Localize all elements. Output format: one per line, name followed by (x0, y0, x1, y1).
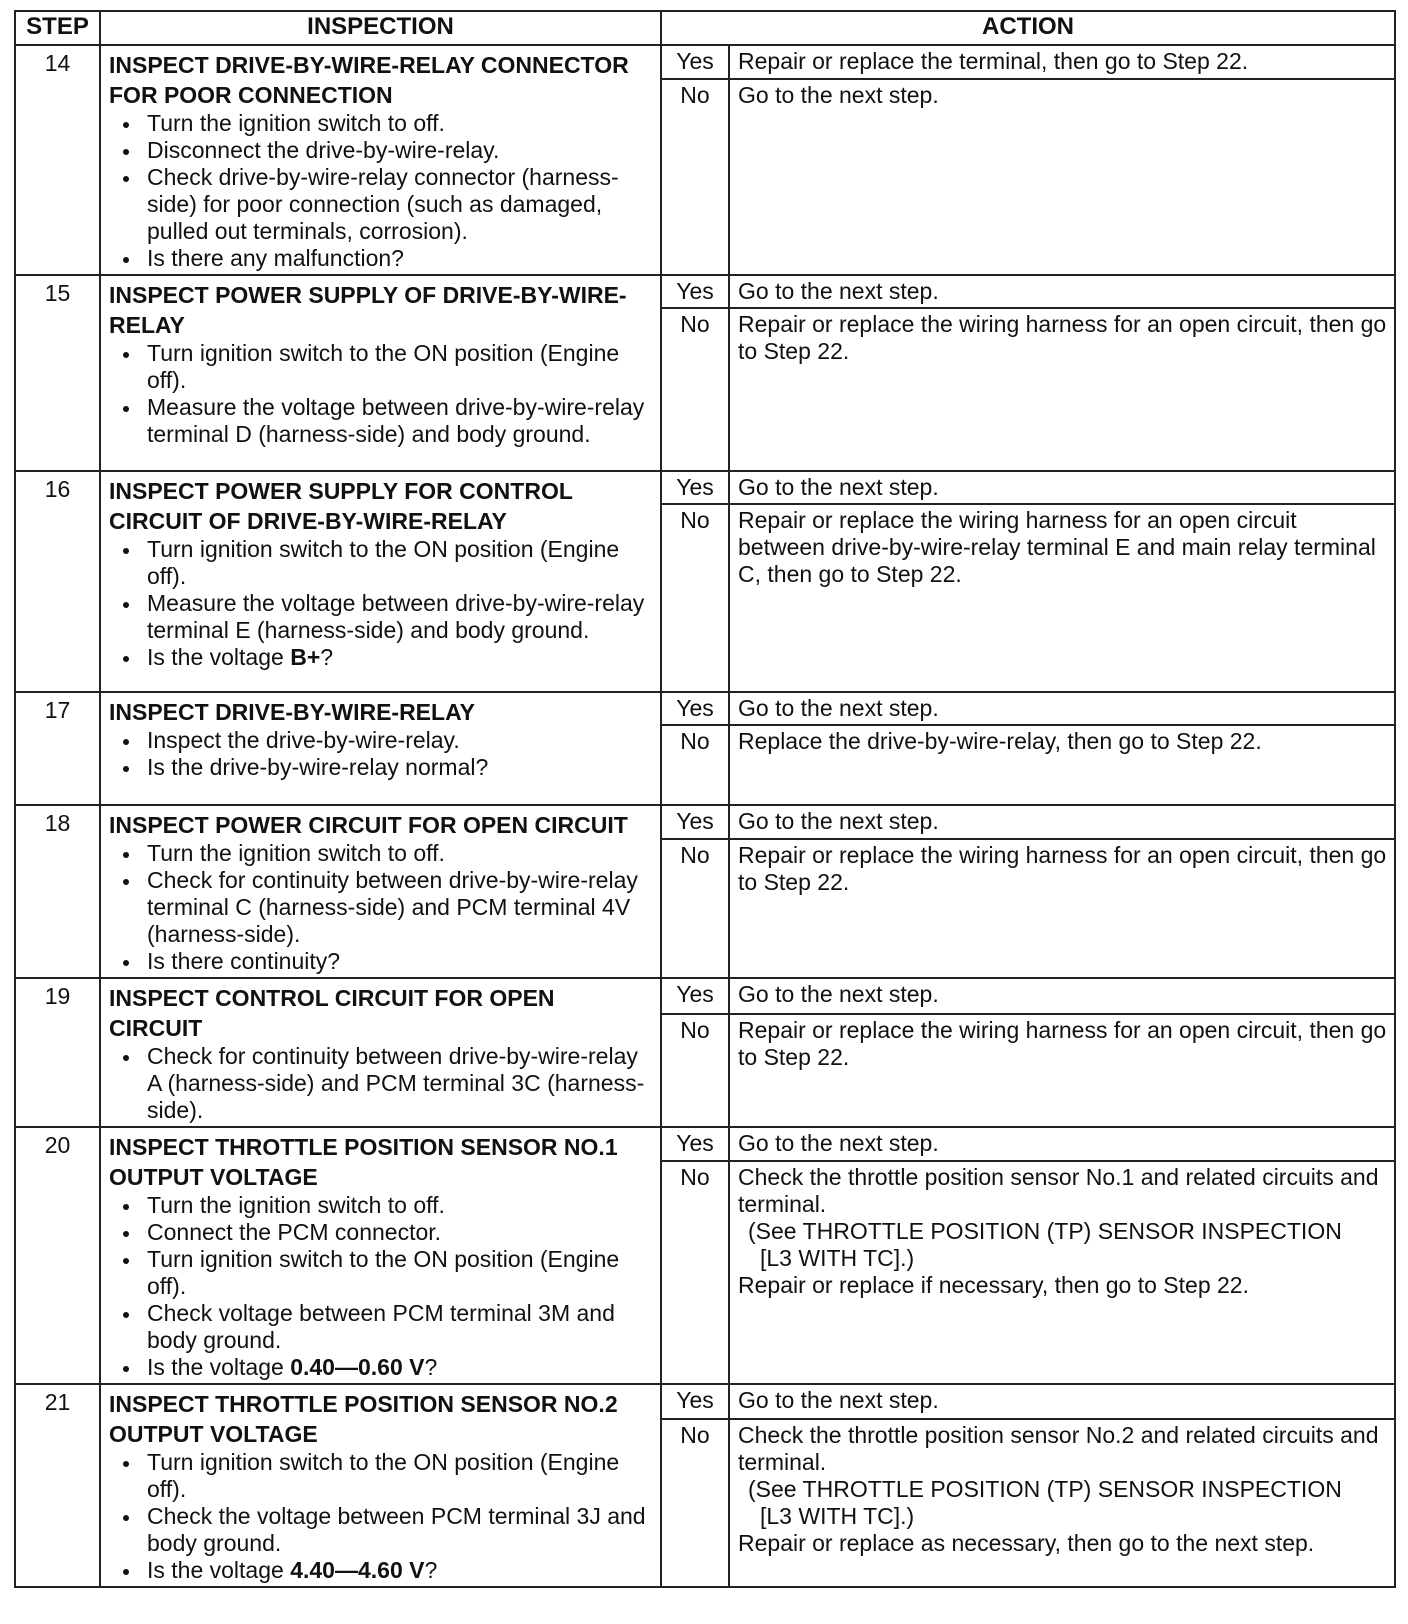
inspection-steps (109, 727, 654, 781)
inspection-item: Is the drive-by-wire-relay normal? (147, 754, 654, 781)
yes-label: Yes (661, 692, 729, 725)
step-number: 14 (15, 45, 100, 275)
header-action: ACTION (661, 11, 1395, 45)
step-row-yes (15, 692, 1395, 725)
inspection-item: Check for continuity between drive-by-wire-relay A (harness-side) and PCM terminal 3C (harness-side). (147, 1043, 654, 1124)
inspection-item: Is there any malfunction? (147, 245, 654, 272)
question-prefix: Is the voltage (147, 1354, 291, 1380)
inspection-item: Check voltage between PCM terminal 3M and body ground. (147, 1300, 654, 1354)
inspection-question (147, 1557, 654, 1584)
header-step: STEP (15, 11, 100, 45)
question-value: 4.40—4.60 V (290, 1557, 425, 1583)
inspection-item: Check drive-by-wire-relay connector (harness-side) for poor connection (such as damaged, pulled out terminals, corrosion). (147, 164, 654, 245)
reference-line: (See THROTTLE POSITION (TP) SENSOR INSPECTION (748, 1475, 1342, 1502)
inspection-question (147, 1354, 654, 1381)
inspection-steps (109, 536, 654, 671)
step-row-yes (15, 275, 1395, 308)
question-suffix: ? (424, 1354, 438, 1380)
step-row-yes (15, 1127, 1395, 1161)
inspection-title: INSPECT POWER SUPPLY FOR CONTROL CIRCUIT OF DRIVE-BY-WIRE-RELAY (109, 478, 573, 534)
question-value: 0.40—0.60 V (290, 1354, 425, 1380)
yes-action: Go to the next step. (729, 805, 1395, 839)
no-action-cell (729, 1161, 1395, 1384)
inspection-cell (100, 275, 661, 471)
inspection-cell (100, 1127, 661, 1384)
no-action-cell (729, 308, 1395, 471)
step-row-yes (15, 1384, 1395, 1419)
step-row-yes (15, 978, 1395, 1014)
inspection-title: INSPECT THROTTLE POSITION SENSOR NO.2 OUTPUT VOLTAGE (109, 1391, 618, 1447)
reference-line: (See THROTTLE POSITION (TP) SENSOR INSPECTION (748, 1218, 1342, 1245)
no-label: No (661, 308, 729, 471)
no-label: No (661, 79, 729, 275)
reference-line-2: [L3 WITH TC].) (760, 1502, 915, 1529)
no-action-cell (729, 79, 1395, 275)
yes-action: Go to the next step. (729, 471, 1395, 504)
step-number: 17 (15, 692, 100, 805)
step-row-yes (15, 471, 1395, 504)
inspection-item: Check the voltage between PCM terminal 3J and body ground. (147, 1503, 654, 1557)
inspection-item: Is there continuity? (147, 948, 654, 975)
no-action-cell (729, 1419, 1395, 1587)
no-action: Go to the next step. (738, 82, 939, 109)
inspection-item: Turn ignition switch to the ON position (Engine off). (147, 536, 654, 590)
header-inspection: INSPECTION (100, 11, 661, 45)
no-label: No (661, 1014, 729, 1127)
question-prefix: Is the voltage (147, 644, 291, 670)
inspection-cell (100, 1384, 661, 1587)
no-action-followup: Repair or replace as necessary, then go to the next step. (738, 1529, 1315, 1556)
inspection-steps (109, 110, 654, 272)
inspection-item: Measure the voltage between drive-by-wire-relay terminal D (harness-side) and body ground. (147, 394, 654, 448)
no-action: Repair or replace the wiring harness for an open circuit between drive-by-wire-relay terminal E and main relay terminal C, then go to Step 22. (738, 507, 1376, 587)
troubleshooting-sheet (14, 10, 1394, 1588)
question-suffix: ? (424, 1557, 438, 1583)
no-label: No (661, 1419, 729, 1587)
inspection-title: INSPECT POWER CIRCUIT FOR OPEN CIRCUIT (109, 812, 628, 838)
inspection-question (147, 644, 654, 671)
no-action: Repair or replace the wiring harness for an open circuit, then go to Step 22. (738, 1017, 1387, 1071)
step-row-yes (15, 805, 1395, 839)
no-action-cell (729, 725, 1395, 805)
inspection-item: Turn the ignition switch to off. (147, 1192, 654, 1219)
inspection-cell (100, 805, 661, 978)
inspection-table (14, 10, 1396, 1588)
step-number: 16 (15, 471, 100, 692)
inspection-item: Turn the ignition switch to off. (147, 110, 654, 137)
yes-label: Yes (661, 1127, 729, 1161)
step-number: 18 (15, 805, 100, 978)
inspection-steps (109, 1449, 654, 1584)
reference-line-2: [L3 WITH TC].) (760, 1245, 915, 1272)
no-label: No (661, 504, 729, 692)
yes-action: Go to the next step. (729, 275, 1395, 308)
yes-label: Yes (661, 1384, 729, 1419)
step-number: 15 (15, 275, 100, 471)
inspection-item: Check for continuity between drive-by-wire-relay terminal C (harness-side) and PCM terminal 4V (harness-side). (147, 867, 654, 948)
question-value: B+ (290, 644, 321, 670)
no-action: Repair or replace the wiring harness for an open circuit, then go to Step 22. (738, 842, 1387, 896)
no-action-cell (729, 1014, 1395, 1127)
inspection-item: Turn the ignition switch to off. (147, 840, 654, 867)
inspection-title: INSPECT DRIVE-BY-WIRE-RELAY (109, 699, 475, 725)
header-row (15, 11, 1395, 45)
inspection-item: Turn ignition switch to the ON position (Engine off). (147, 1449, 654, 1503)
inspection-item: Inspect the drive-by-wire-relay. (147, 727, 654, 754)
yes-label: Yes (661, 805, 729, 839)
no-action: Check the throttle position sensor No.1 and related circuits and terminal. (738, 1164, 1379, 1218)
inspection-steps (109, 1192, 654, 1381)
no-action-cell (729, 839, 1395, 978)
step-number: 19 (15, 978, 100, 1127)
yes-label: Yes (661, 45, 729, 79)
inspection-title: INSPECT POWER SUPPLY OF DRIVE-BY-WIRE-RELAY (109, 282, 627, 338)
step-number: 20 (15, 1127, 100, 1384)
yes-label: Yes (661, 978, 729, 1014)
inspection-cell (100, 45, 661, 275)
inspection-item: Turn ignition switch to the ON position (Engine off). (147, 1246, 654, 1300)
question-suffix: ? (320, 644, 334, 670)
yes-action: Go to the next step. (729, 692, 1395, 725)
yes-label: Yes (661, 275, 729, 308)
yes-action: Go to the next step. (729, 1127, 1395, 1161)
inspection-cell (100, 692, 661, 805)
inspection-item: Disconnect the drive-by-wire-relay. (147, 137, 654, 164)
yes-label: Yes (661, 471, 729, 504)
inspection-item: Turn ignition switch to the ON position (Engine off). (147, 340, 654, 394)
step-row-yes (15, 45, 1395, 79)
inspection-steps (109, 840, 654, 975)
yes-action: Repair or replace the terminal, then go to Step 22. (729, 45, 1395, 79)
yes-action: Go to the next step. (729, 1384, 1395, 1419)
no-action-cell (729, 504, 1395, 692)
yes-action: Go to the next step. (729, 978, 1395, 1014)
inspection-cell (100, 978, 661, 1127)
inspection-title: INSPECT DRIVE-BY-WIRE-RELAY CONNECTOR FOR POOR CONNECTION (109, 52, 629, 108)
no-action-followup: Repair or replace if necessary, then go to Step 22. (738, 1272, 1249, 1299)
inspection-title: INSPECT THROTTLE POSITION SENSOR NO.1 OUTPUT VOLTAGE (109, 1134, 618, 1190)
inspection-steps (109, 1043, 654, 1124)
no-label: No (661, 725, 729, 805)
question-prefix: Is the voltage (147, 1557, 291, 1583)
no-action: Check the throttle position sensor No.2 and related circuits and terminal. (738, 1421, 1379, 1475)
step-number: 21 (15, 1384, 100, 1587)
inspection-title: INSPECT CONTROL CIRCUIT FOR OPEN CIRCUIT (109, 985, 555, 1041)
no-label: No (661, 839, 729, 978)
no-label: No (661, 1161, 729, 1384)
table-body (15, 45, 1395, 1587)
no-action: Replace the drive-by-wire-relay, then go to Step 22. (738, 728, 1262, 754)
inspection-steps (109, 340, 654, 448)
inspection-cell (100, 471, 661, 692)
no-action: Repair or replace the wiring harness for an open circuit, then go to Step 22. (738, 311, 1387, 364)
inspection-item: Measure the voltage between drive-by-wire-relay terminal E (harness-side) and body ground. (147, 590, 654, 644)
inspection-item: Connect the PCM connector. (147, 1219, 654, 1246)
